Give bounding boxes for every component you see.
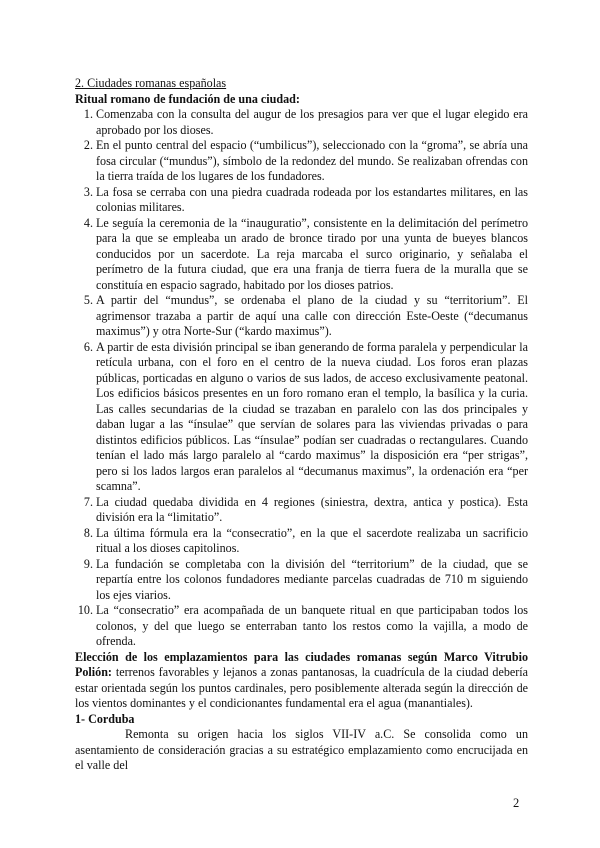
list-item-text: En el punto central del espacio (“umbilicus”), seleccionado con la “groma”, se abría una fosa circular (“mundus”), símbolo de la redondez del mundo. Se realizaban ofrendas con la tierra traída de los lugares de los fundadores. (96, 138, 528, 183)
eleccion-text: terrenos favorables y lejanos a zonas pantanosas, la cuadrícula de la ciudad debería estar orientada según los puntos cardinales, pero posiblemente alterada según la dirección de los vientos dominantes y el condicionantes fundamental era el agua (manantiales). (75, 665, 528, 710)
list-item (75, 138, 528, 185)
list-item (75, 185, 528, 216)
list-item-number: 2. (83, 138, 93, 152)
page-number: 2 (513, 796, 520, 810)
list-item-text: La fosa se cerraba con una piedra cuadrada rodeada por los estandartes militares, en las colonias militares. (96, 184, 528, 214)
list-item-number: 9. (83, 556, 93, 571)
eleccion-paragraph (75, 650, 528, 712)
list-item-text: A partir del “mundus”, se ordenaba el plano de la ciudad y su “territorium”. El agrimensor trazaba a partir de aquí una calle con dirección Este-Oeste (“decumanus maximus”) y otra Norte-Sur (“kardo maximus”). (96, 293, 528, 338)
ritual-steps-list (75, 107, 528, 650)
corduba-paragraph: Remonta su origen hacia los siglos VII-IV a.C. Se consolida como un asentamiento de consideración gracias a su estratégico emplazamiento como encrucijada en el valle del (75, 727, 528, 772)
list-item-number: 5. (83, 293, 93, 307)
ritual-heading: Ritual romano de fundación de una ciudad: (75, 91, 300, 106)
corduba-heading: 1- Corduba (75, 711, 135, 726)
list-item-number: 10. (77, 603, 93, 617)
list-item-number: 4. (83, 215, 93, 230)
list-item-number: 1. (83, 107, 93, 121)
list-item (75, 340, 528, 495)
list-item-text: Le seguía la ceremonia de la “inauguratio”, consistente en la delimitación del perímetro para la que se empleaba un arado de bronce tirado por una yunta de bueyes blancos conducidos por un sacerdote. La reja marcaba el surco originario, y señalaba el perímetro de la futura ciudad, que era una franja de tierra fuera de la muralla que se constituía en espacio sagrado, habitado por los dioses patrios. (96, 215, 528, 292)
list-item-text: La fundación se completaba con la división del “territorium” de la ciudad, que se repartía entre los colonos fundadores mediante parcelas cuadradas de 710 m siguiendo los ejes viarios. (96, 556, 528, 602)
list-item-number: 8. (83, 525, 93, 540)
list-item (75, 495, 528, 526)
list-item (75, 293, 528, 340)
eleccion-heading: Elección de los emplazamientos para las ciudades romanas según Marco Vitrubio Polión: (75, 649, 528, 679)
list-item-number: 3. (83, 184, 93, 199)
list-item-text: La última fórmula era la “consecratio”, en la que el sacerdote realizaba un sacrificio ritual a los dioses capitolinos. (96, 525, 528, 555)
list-item (75, 603, 528, 650)
list-item (75, 216, 528, 294)
list-item-text: A partir de esta división principal se iban generando de forma paralela y perpendicular la retícula urbana, con el foro en el centro de la nueva ciudad. Los foros eran plazas públicas, porticadas en alguno o varios de sus lados, de acceso exclusivamente peatonal. Los edificios básicos presentes en un foro romano eran el templo, la basílica y la curia. Las calles secundarias de la ciudad se trazaban en paralelo con las dos principales y daban lugar a las “ínsulae” que servían de solares para las viviendas privadas o para distintos edificios públicos. Las “ínsulae” podían ser cuadradas o rectangulares. Cuando tenían el lado más largo paralelo al “cardo maximus” la disposición era “per strigas”, pero si los lados largos eran paralelos al “decumanus maximus”, la ordenación era “per scamna”. (96, 339, 528, 493)
list-item-number: 7. (83, 494, 93, 509)
list-item-number: 6. (83, 339, 93, 354)
list-item (75, 557, 528, 604)
section-title: 2. Ciudades romanas españolas (75, 76, 227, 90)
list-item-text: La “consecratio” era acompañada de un banquete ritual en que participaban todos los colonos, y del que luego se enterraban tanto los restos como la vajilla, a modo de ofrenda. (96, 603, 528, 648)
list-item (75, 526, 528, 557)
list-item (75, 107, 528, 138)
list-item-text: La ciudad quedaba dividida en 4 regiones (siniestra, dextra, antica y postica). Esta división era la “limitatio”. (96, 494, 528, 524)
list-item-text: Comenzaba con la consulta del augur de los presagios para ver que el lugar elegido era aprobado por los dioses. (96, 107, 528, 137)
document-page (75, 76, 528, 774)
